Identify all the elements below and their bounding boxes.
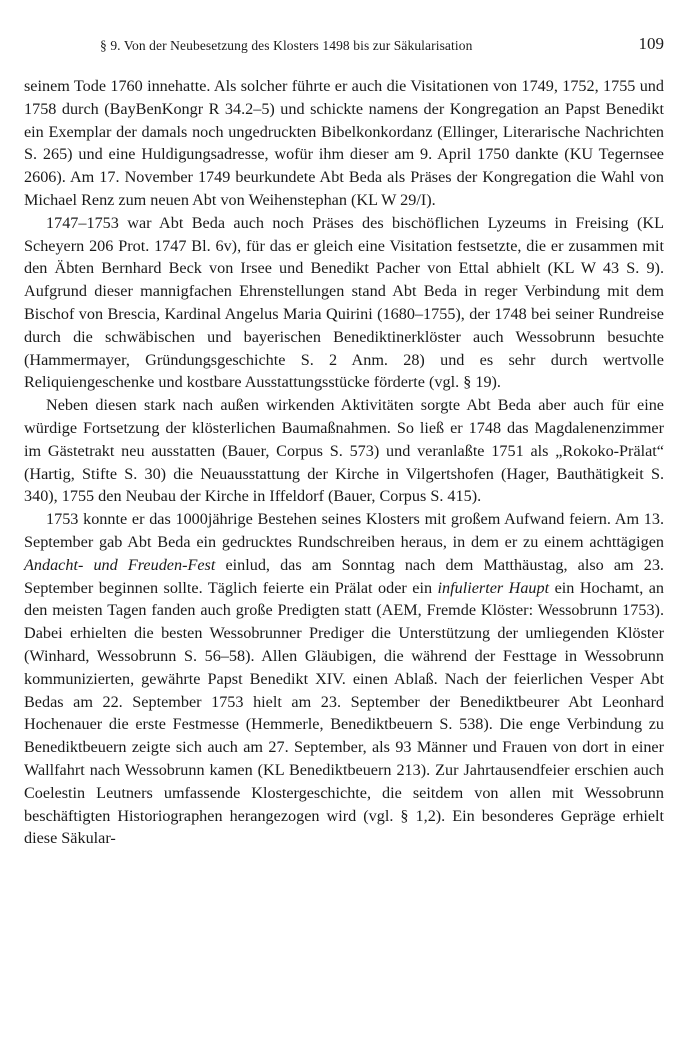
paragraph [24,75,664,212]
text-segment: seinem Tode 1760 innehatte. Als solcher führte er auch die Visitationen von 1749, 1752, 1755 und 1758 durch (BayBenKongr R 34.2–5) und schickte namens der Kongregation an Papst Benedikt ein Exemplar der damals noch ungedruckten Bibelkonkordanz (Ellinger, Literarische Nachrichten S. 265) und eine Huldigungsadresse, wofür ihm dieser am 9. April 1750 dankte (KU Tegernsee 2606). Am 17. November 1749 beurkundete Abt Beda als Präses der Kongregation die Wahl von Michael Renz zum neuen Abt von Weihenstephan (KL W 29/I). [24,77,664,209]
text-segment: ein Hochamt, an den meisten Tagen fanden auch große Predigten statt (AEM, Fremde Klöster: Wessobrunn 1753). Dabei erhielten die besten Wessobrunner Prediger die Unterstützung der umliegenden Klöster (Winhard, Wessobrunn S. 56–58). Allen Gläubigen, die während der Festtage in Wessobrunn kommunizierten, gewährte Papst Benedikt XIV. einen Ablaß. Nach der feierlichen Vesper Abt Bedas am 22. September 1753 hielt am 23. September der Benediktbeurer Abt Leonhard Hochenauer die erste Festmesse (Hemmerle, Benediktbeuern S. 538). Die enge Verbindung zu Benediktbeuern zeigte sich auch am 27. September, als 93 Männer und Frauen von dort in einer Wallfahrt nach Wessobrunn kamen (KL Benediktbeuern 213). Zur Jahrtausendfeier erschien auch Coelestin Leutners umfassende Klostergeschichte, die seitdem von allen mit Wessobrunn beschäftigten Historiographen herangezogen wird (vgl. § 1,2). Ein besonderes Gepräge erhielt diese Säkular- [24,578,664,848]
italic-quote: infulierter Haupt [437,578,550,597]
running-header-title: § 9. Von der Neubesetzung des Klosters 1498 bis zur Säkularisation [100,38,473,53]
paragraph [24,394,664,508]
text-segment: 1747–1753 war Abt Beda auch noch Präses des bischöflichen Lyzeums in Freising (KL Scheyern 206 Prot. 1747 Bl. 6v), für das er gleich eine Visitation festsetzte, die er zusammen mit den Äbten Bernhard Beck von Irsee und Benedikt Pacher von Ettal abhielt (KL W 43 S. 9). Aufgrund dieser mannigfachen Ehrenstellungen stand Abt Beda in reger Verbindung mit dem Bischof von Brescia, Kardinal Angelus Maria Quirini (1680–1755), der 1748 bei seiner Rundreise durch die schwäbischen und bayerischen Benediktinerklöster auch Wessobrunn besuchte (Hammermayer, Gründungsgeschichte S. 2 Anm. 28) und es sehr durch wertvolle Reliquiengeschenke und kostbare Ausstattungsstücke förderte (vgl. § 19). [24,213,664,392]
paragraph [24,508,664,850]
text-segment: Neben diesen stark nach außen wirkenden Aktivitäten sorgte Abt Beda aber auch für eine würdige Fortsetzung der klösterlichen Baumaßnahmen. So ließ er 1748 das Magdalenenzimmer im Gästetrakt neu ausstatten (Bauer, Corpus S. 573) und veranlaßte 1751 als „Rokoko-Prälat“ (Hartig, Stifte S. 30) die Neuausstattung der Kirche in Vilgertshofen (Hager, Bauthätigkeit S. 340), 1755 den Neubau der Kirche in Iffeldorf (Bauer, Corpus S. 415). [24,396,664,506]
body-text [24,75,664,850]
italic-quote: Andacht- und Freuden-Fest [24,555,216,574]
text-segment: 1753 konnte er das 1000jährige Bestehen seines Klosters mit großem Aufwand feiern. Am 13. September gab Abt Beda ein gedrucktes Rundschreiben heraus, in dem er zu einem achttägigen [24,510,664,551]
text-segment: einlud, das am Sonntag nach dem Matthäustag, also am 23. September beginnen sollte. Täglich feierte ein Prälat oder ein [24,555,664,597]
paragraph [24,212,664,394]
running-header [24,34,664,62]
document-page [24,34,664,850]
page-number: 109 [638,34,664,53]
